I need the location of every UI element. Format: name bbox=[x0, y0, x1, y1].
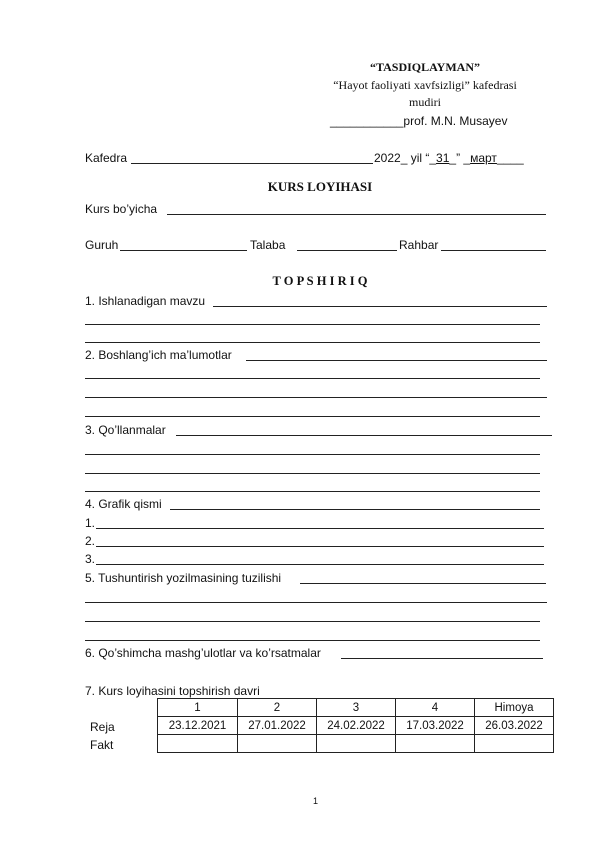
approval-title: “TASDIQLAYMAN” bbox=[369, 60, 480, 74]
topic-blank bbox=[213, 306, 547, 307]
kafedra-blank bbox=[131, 163, 373, 164]
course-label: Kurs bo’yicha bbox=[85, 202, 158, 216]
initial-data-blank-3 bbox=[85, 397, 547, 398]
schedule-plan-row bbox=[158, 717, 554, 735]
document-heading: KURS LOYIHASI bbox=[267, 179, 373, 194]
group-blank bbox=[120, 250, 247, 251]
item-extra-label: 6. Qo’shimcha mashg’ulotlar va ko’rsatmalar bbox=[85, 646, 321, 660]
manuals-blank bbox=[176, 435, 552, 436]
course-blank bbox=[167, 214, 546, 215]
kafedra-label: Kafedra bbox=[85, 151, 128, 165]
explanatory-blank-4 bbox=[85, 640, 540, 641]
approval-signature: ___________prof. M.N. Musayev bbox=[330, 114, 508, 128]
explanatory-blank-3 bbox=[85, 621, 540, 622]
explanatory-blank bbox=[300, 583, 546, 584]
extra-blank bbox=[341, 658, 543, 659]
plan-cell: 26.03.2022 bbox=[475, 717, 554, 735]
fact-cell bbox=[396, 735, 475, 753]
group-label: Guruh bbox=[85, 238, 119, 252]
topic-blank-3 bbox=[85, 342, 540, 343]
graphic-item-2-label: 2. bbox=[85, 534, 96, 548]
header-cell: 1 bbox=[158, 699, 238, 717]
plan-row-label: Reja bbox=[90, 720, 115, 734]
fact-cell bbox=[238, 735, 317, 753]
task-heading: T O P S H I R I Q bbox=[272, 274, 368, 288]
date-day: 31 bbox=[436, 151, 450, 165]
approval-line-department: “Hayot faoliyati xavfsizligi” kafedrasi bbox=[333, 78, 517, 92]
explanatory-blank-2 bbox=[85, 602, 547, 603]
item-initial-data-label: 2. Boshlang’ich ma’lumotlar bbox=[85, 348, 232, 362]
initial-data-blank-2 bbox=[85, 378, 540, 379]
graphic-item-1-label: 1. bbox=[85, 516, 96, 530]
item-graphic-label: 4. Grafik qismi bbox=[85, 497, 162, 511]
student-blank bbox=[297, 250, 397, 251]
graphic-item-3-blank bbox=[96, 564, 544, 565]
item-explanatory-label: 5. Tushuntirish yozilmasining tuzilishi bbox=[85, 571, 282, 585]
supervisor-blank bbox=[441, 250, 546, 251]
header-cell: 3 bbox=[317, 699, 396, 717]
approval-line-position: mudiri bbox=[409, 95, 441, 109]
item-manuals-label: 3. Qo’llanmalar bbox=[85, 423, 166, 437]
schedule-table bbox=[157, 698, 554, 753]
plan-cell: 27.01.2022 bbox=[238, 717, 317, 735]
fact-cell bbox=[158, 735, 238, 753]
topic-blank-2 bbox=[85, 324, 540, 325]
item-topic-label: 1. Ishlanadigan mavzu bbox=[85, 294, 206, 308]
date-mid: _” _ bbox=[449, 151, 471, 165]
fact-row-label: Fakt bbox=[90, 738, 114, 752]
supervisor-label: Rahbar bbox=[399, 238, 439, 252]
fact-cell bbox=[475, 735, 554, 753]
header-cell: 2 bbox=[238, 699, 317, 717]
plan-cell: 17.03.2022 bbox=[396, 717, 475, 735]
header-cell: 4 bbox=[396, 699, 475, 717]
page-number: 1 bbox=[313, 796, 319, 806]
schedule-fact-row bbox=[158, 735, 554, 753]
graphic-blank bbox=[170, 509, 540, 510]
student-label: Talaba bbox=[250, 238, 286, 252]
initial-data-blank bbox=[246, 360, 547, 361]
item-deadline-label: 7. Kurs loyihasini topshirish davri bbox=[85, 684, 260, 698]
graphic-item-2-blank bbox=[96, 546, 544, 547]
kafedra-date bbox=[374, 151, 524, 165]
manuals-blank-3 bbox=[85, 473, 540, 474]
graphic-item-3-label: 3. bbox=[85, 552, 96, 566]
manuals-blank-4 bbox=[85, 491, 540, 492]
date-tail: ____ bbox=[496, 151, 524, 165]
manuals-blank-2 bbox=[85, 454, 540, 455]
plan-cell: 24.02.2022 bbox=[317, 717, 396, 735]
plan-cell: 23.12.2021 bbox=[158, 717, 238, 735]
initial-data-blank-4 bbox=[85, 416, 540, 417]
graphic-item-1-blank bbox=[96, 528, 544, 529]
schedule-header-row bbox=[158, 699, 554, 717]
date-month: март bbox=[470, 151, 497, 165]
date-year: 2022_ yil “_ bbox=[374, 151, 437, 165]
fact-cell bbox=[317, 735, 396, 753]
header-cell: Himoya bbox=[475, 699, 554, 717]
